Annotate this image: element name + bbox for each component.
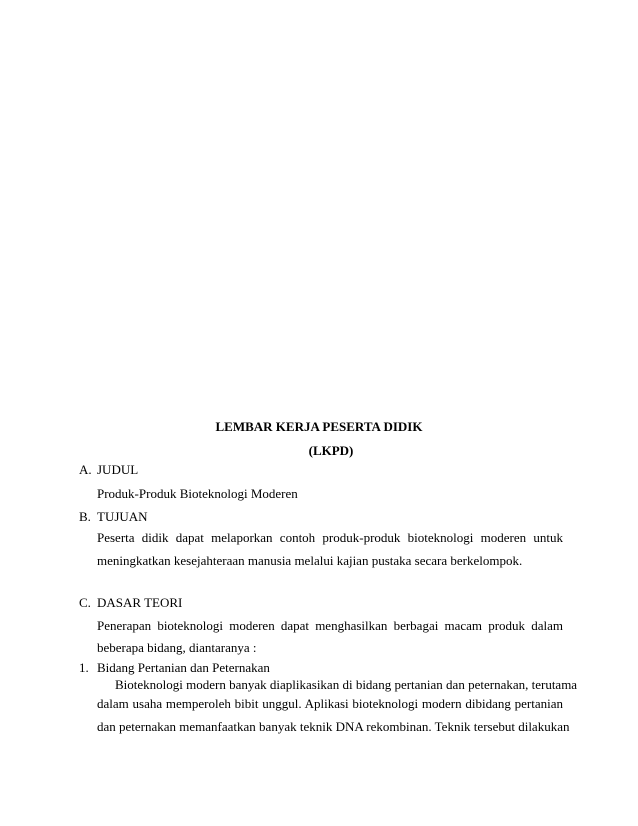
section-a-text: Produk-Produk Bioteknologi Moderen	[97, 486, 298, 501]
section-c-text-line-1: Penerapan bioteknologi moderen dapat menghasilkan berbagai macam produk dalam	[97, 618, 563, 633]
section-c-text-line-2: beberapa bidang, diantaranya :	[97, 640, 257, 655]
item-1-text-line-2: dalam usaha memperoleh bibit unggul. Aplikasi bioteknologi modern dibidang pertanian	[97, 696, 563, 711]
section-c-heading: DASAR TEORI	[97, 595, 183, 610]
item-1-marker: 1.	[79, 660, 89, 675]
item-1-text-line-1: Bioteknologi modern banyak diaplikasikan di bidang pertanian dan peternakan, terutama	[115, 677, 578, 692]
section-b-text-line-2: meningkatkan kesejahteraan manusia melalui kajian pustaka secara berkelompok.	[97, 553, 523, 568]
section-b-text-line-1: Peserta didik dapat melaporkan contoh produk-produk bioteknologi moderen untuk	[97, 530, 563, 545]
item-1-heading: Bidang Pertanian dan Peternakan	[97, 660, 270, 675]
section-a-marker: A.	[79, 462, 92, 477]
section-c-marker: C.	[79, 595, 91, 610]
section-b-marker: B.	[79, 509, 91, 524]
section-a-heading: JUDUL	[97, 462, 139, 477]
item-1-text-line-3: dan peternakan memanfaatkan banyak teknik DNA rekombinan. Teknik tersebut dilakukan	[97, 719, 570, 734]
document-title: LEMBAR KERJA PESERTA DIDIK	[215, 419, 423, 434]
section-b-heading: TUJUAN	[97, 509, 148, 524]
document-subtitle: (LKPD)	[308, 443, 354, 458]
